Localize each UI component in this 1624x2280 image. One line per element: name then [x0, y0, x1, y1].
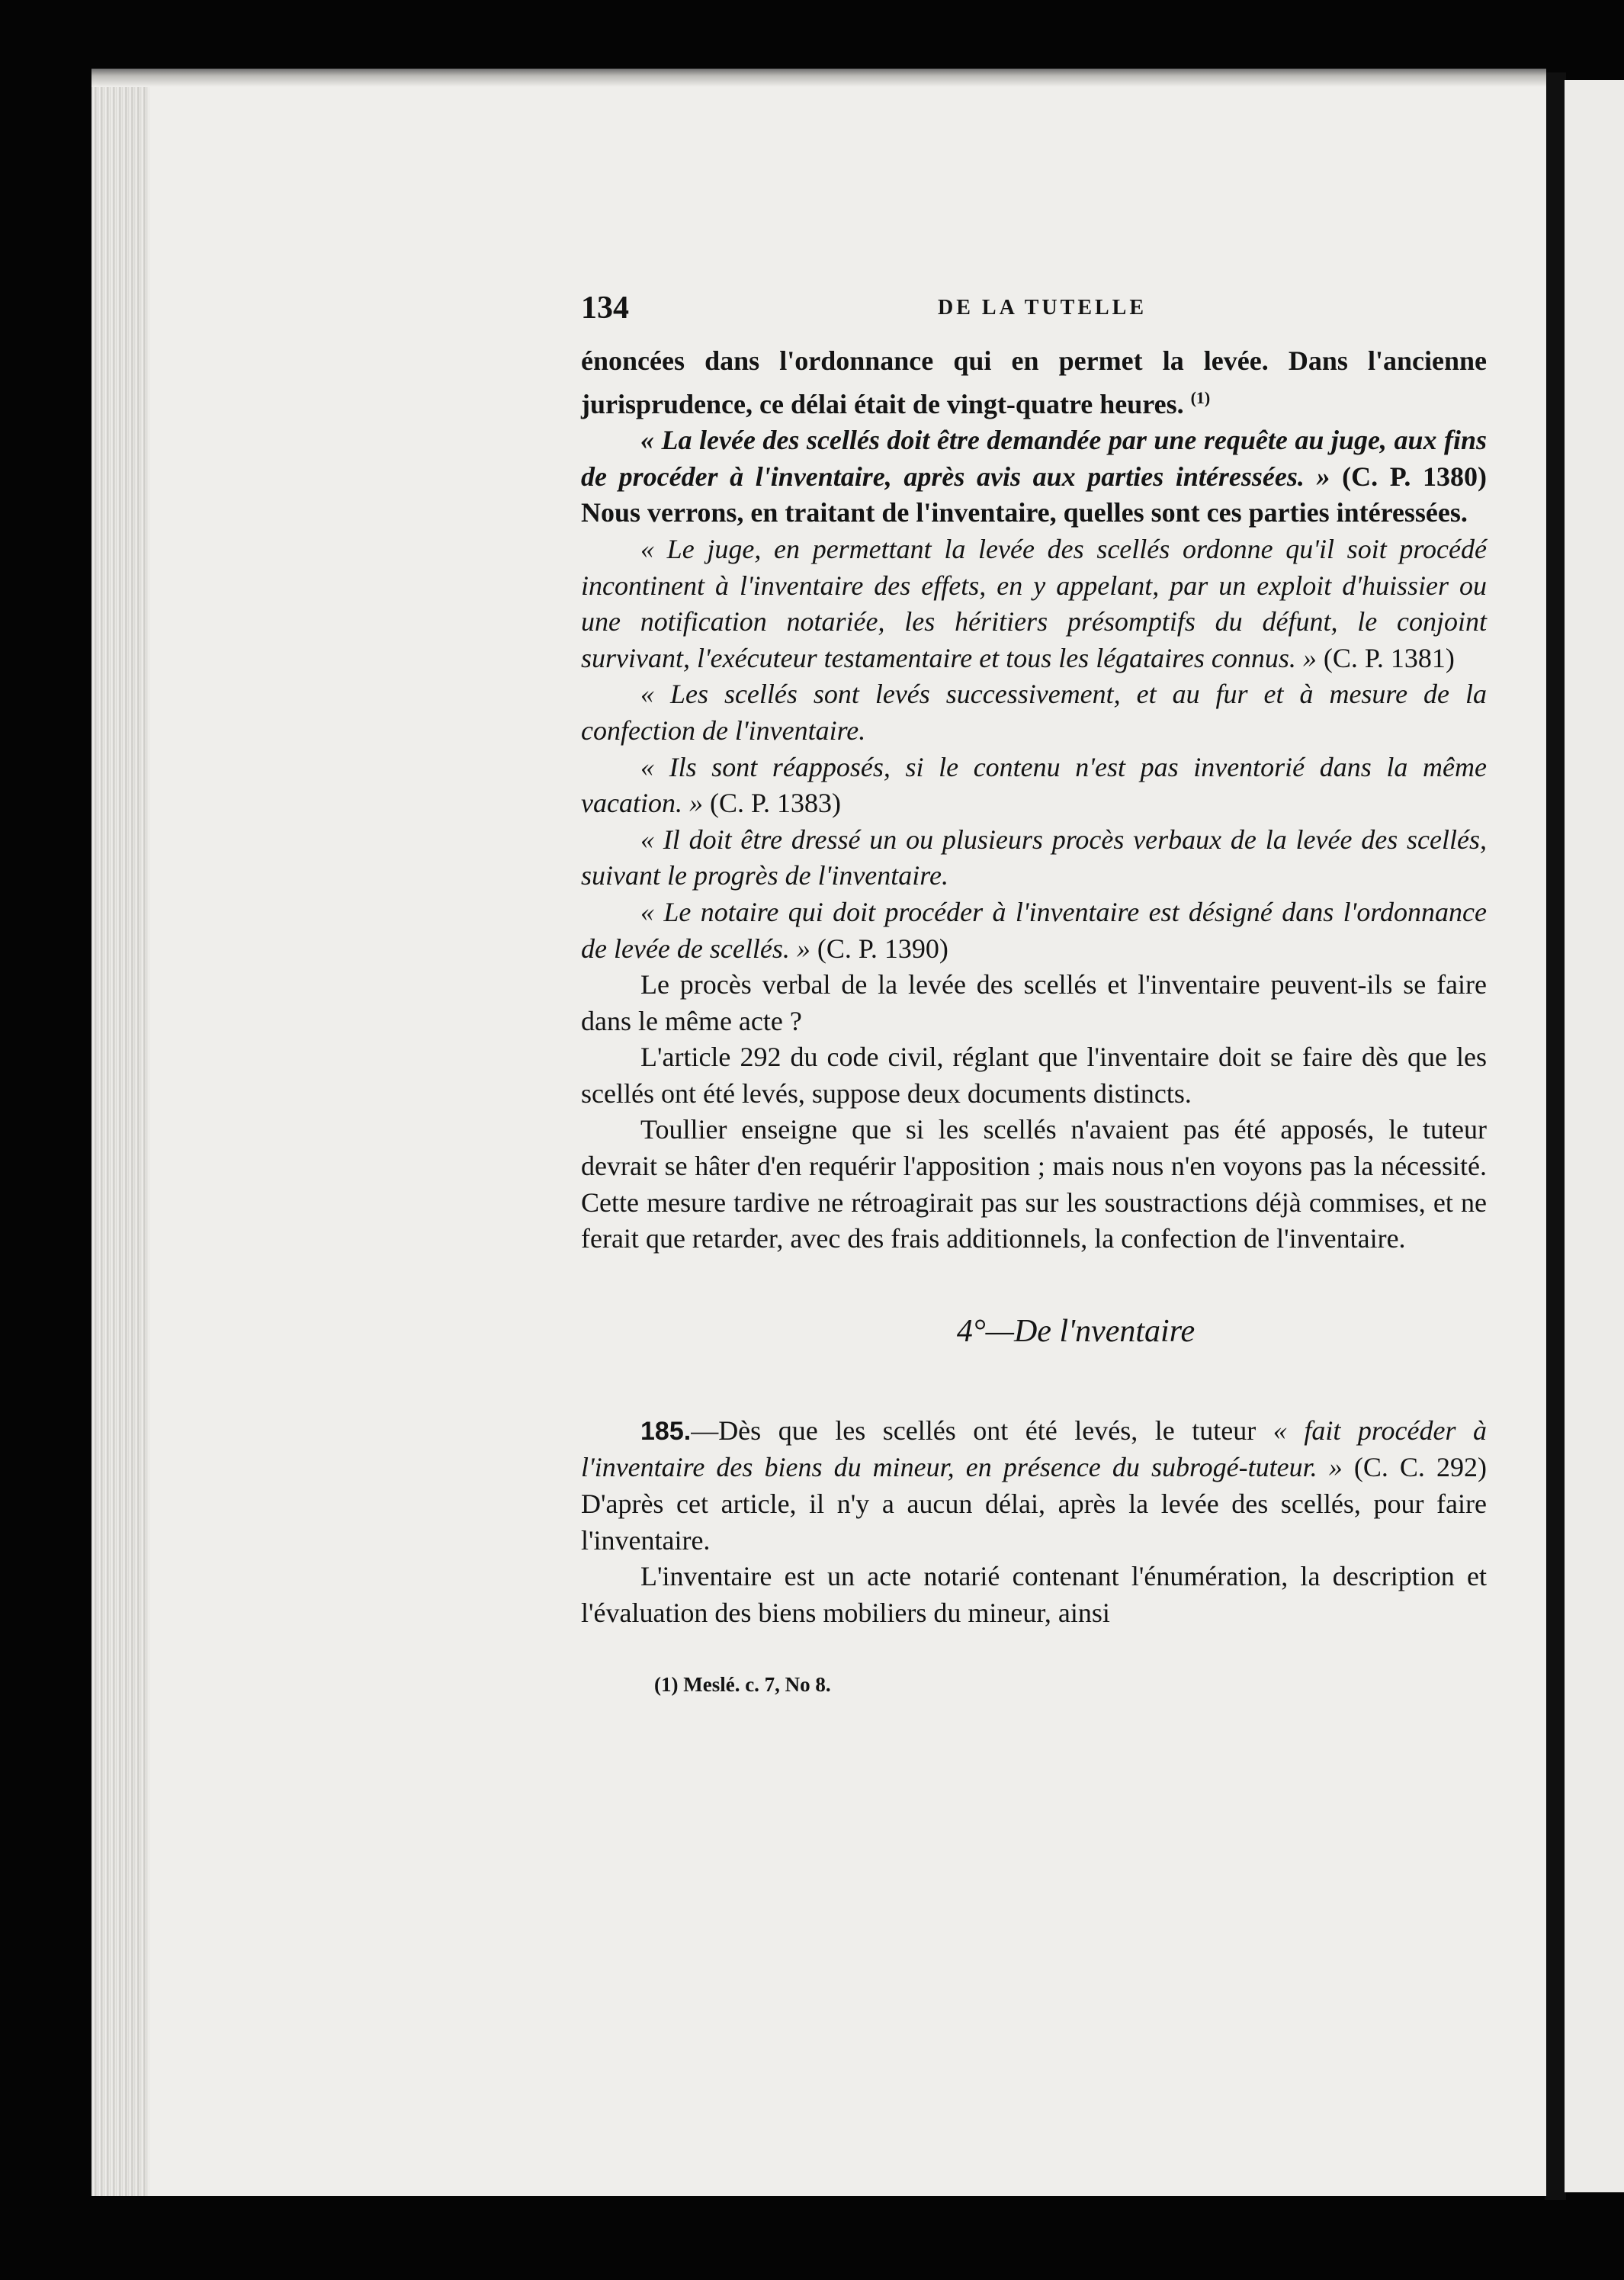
quoted-article	[581, 894, 1487, 967]
body-text	[581, 343, 1487, 1698]
running-head	[496, 290, 1494, 336]
quote-text: « Le notaire qui doit procéder à l'inventaire est désigné dans l'ordonnance de levée de scellés. »	[581, 896, 1487, 964]
book-page	[91, 69, 1546, 2196]
code-citation: (C. P. 1381)	[1323, 642, 1455, 673]
running-title: DE LA TUTELLE	[938, 296, 1147, 320]
paragraph: Toullier enseigne que si les scellés n'avaient pas été apposés, le tuteur devrait se hâter d'en requérir l'apposition ; mais nous n'en voyons pas la nécessité. Cette mesure tardive ne rétroagirait pas sur les soustractions déjà commises, et ne ferait que retarder, avec des frais additionnels, la confection de l'inventaire.	[581, 1114, 1487, 1254]
quoted-article	[581, 676, 1487, 749]
paragraph	[581, 343, 1487, 422]
code-citation: (C. P. 1383)	[709, 788, 841, 819]
code-citation: (C. P. 1380)	[1342, 461, 1488, 492]
paragraph: Le procès verbal de la levée des scellés et l'inventaire peuvent-ils se faire dans le même acte ?	[581, 969, 1487, 1036]
facing-page-edge	[1565, 80, 1624, 2192]
paragraph-text: énoncées dans l'ordonnance qui en permet la levée. Dans l'ancienne jurisprudence, ce délai était de vingt-quatre heures.	[581, 345, 1487, 419]
article-number: 185.	[640, 1416, 692, 1446]
paragraph: L'inventaire est un acte notarié contenant l'énumération, la description et l'évaluation des biens mobiliers du mineur, ainsi	[581, 1561, 1487, 1628]
quote-text: « La levée des scellés doit être demandée par une requête au juge, aux fins de procéder à l'inventaire, après avis aux parties intéressées. »	[581, 425, 1487, 492]
quoted-article	[581, 422, 1487, 531]
quoted-article	[581, 822, 1487, 894]
quoted-article	[581, 531, 1487, 676]
page-number: 134	[581, 291, 629, 326]
paragraph-text: Nous verrons, en traitant de l'inventaire, quelles sont ces parties intéressées.	[581, 497, 1468, 528]
quote-text: « Le juge, en permettant la levée des scellés ordonne qu'il soit procédé incontinent à l'inventaire des effets, en y appelant, par un exploit d'huissier ou une notification notariée, les héritiers présomptifs du défunt, le conjoint survivant, l'exécuteur testamentaire et tous les légataires connus. »	[581, 533, 1487, 673]
page-top-shadow	[91, 69, 1546, 87]
paragraph: L'article 292 du code civil, réglant que l'inventaire doit se faire dès que les scellés ont été levés, suppose deux documents distincts.	[581, 1042, 1487, 1109]
quote-text: « Les scellés sont levés successivement, et au fur et à mesure de la confection de l'inventaire.	[581, 679, 1487, 746]
page-stack-edges	[91, 69, 149, 2196]
footnote: (1) Meslé. c. 7, No 8.	[654, 1673, 831, 1697]
code-citation: (C. P. 1390)	[817, 933, 948, 964]
quote-text: « fait procéder à l'inventaire des biens du mineur, en présence du subrogé-tuteur. »	[581, 1415, 1488, 1483]
paragraph-text: —Dès que les scellés ont été levés, le tuteur	[691, 1415, 1257, 1446]
quote-text: « Il doit être dressé un ou plusieurs procès verbaux de la levée des scellés, suivant le progrès de l'inventaire.	[581, 824, 1487, 891]
footnote-ref: (1)	[1190, 387, 1211, 407]
paragraph-text: D'après cet article, il n'y a aucun délai, après la levée des scellés, pour faire l'inventaire.	[581, 1488, 1487, 1556]
quote-text: « Ils sont réapposés, si le contenu n'est pas inventorié dans la même vacation. »	[581, 751, 1487, 819]
quoted-article	[581, 750, 1487, 822]
article-paragraph	[581, 1413, 1487, 1559]
text-block	[496, 290, 1494, 1697]
section-heading: 4°—De l'nventaire	[956, 1313, 1196, 1349]
book-gutter-shadow	[1545, 72, 1566, 2200]
code-citation: (C. C. 292)	[1353, 1452, 1488, 1483]
